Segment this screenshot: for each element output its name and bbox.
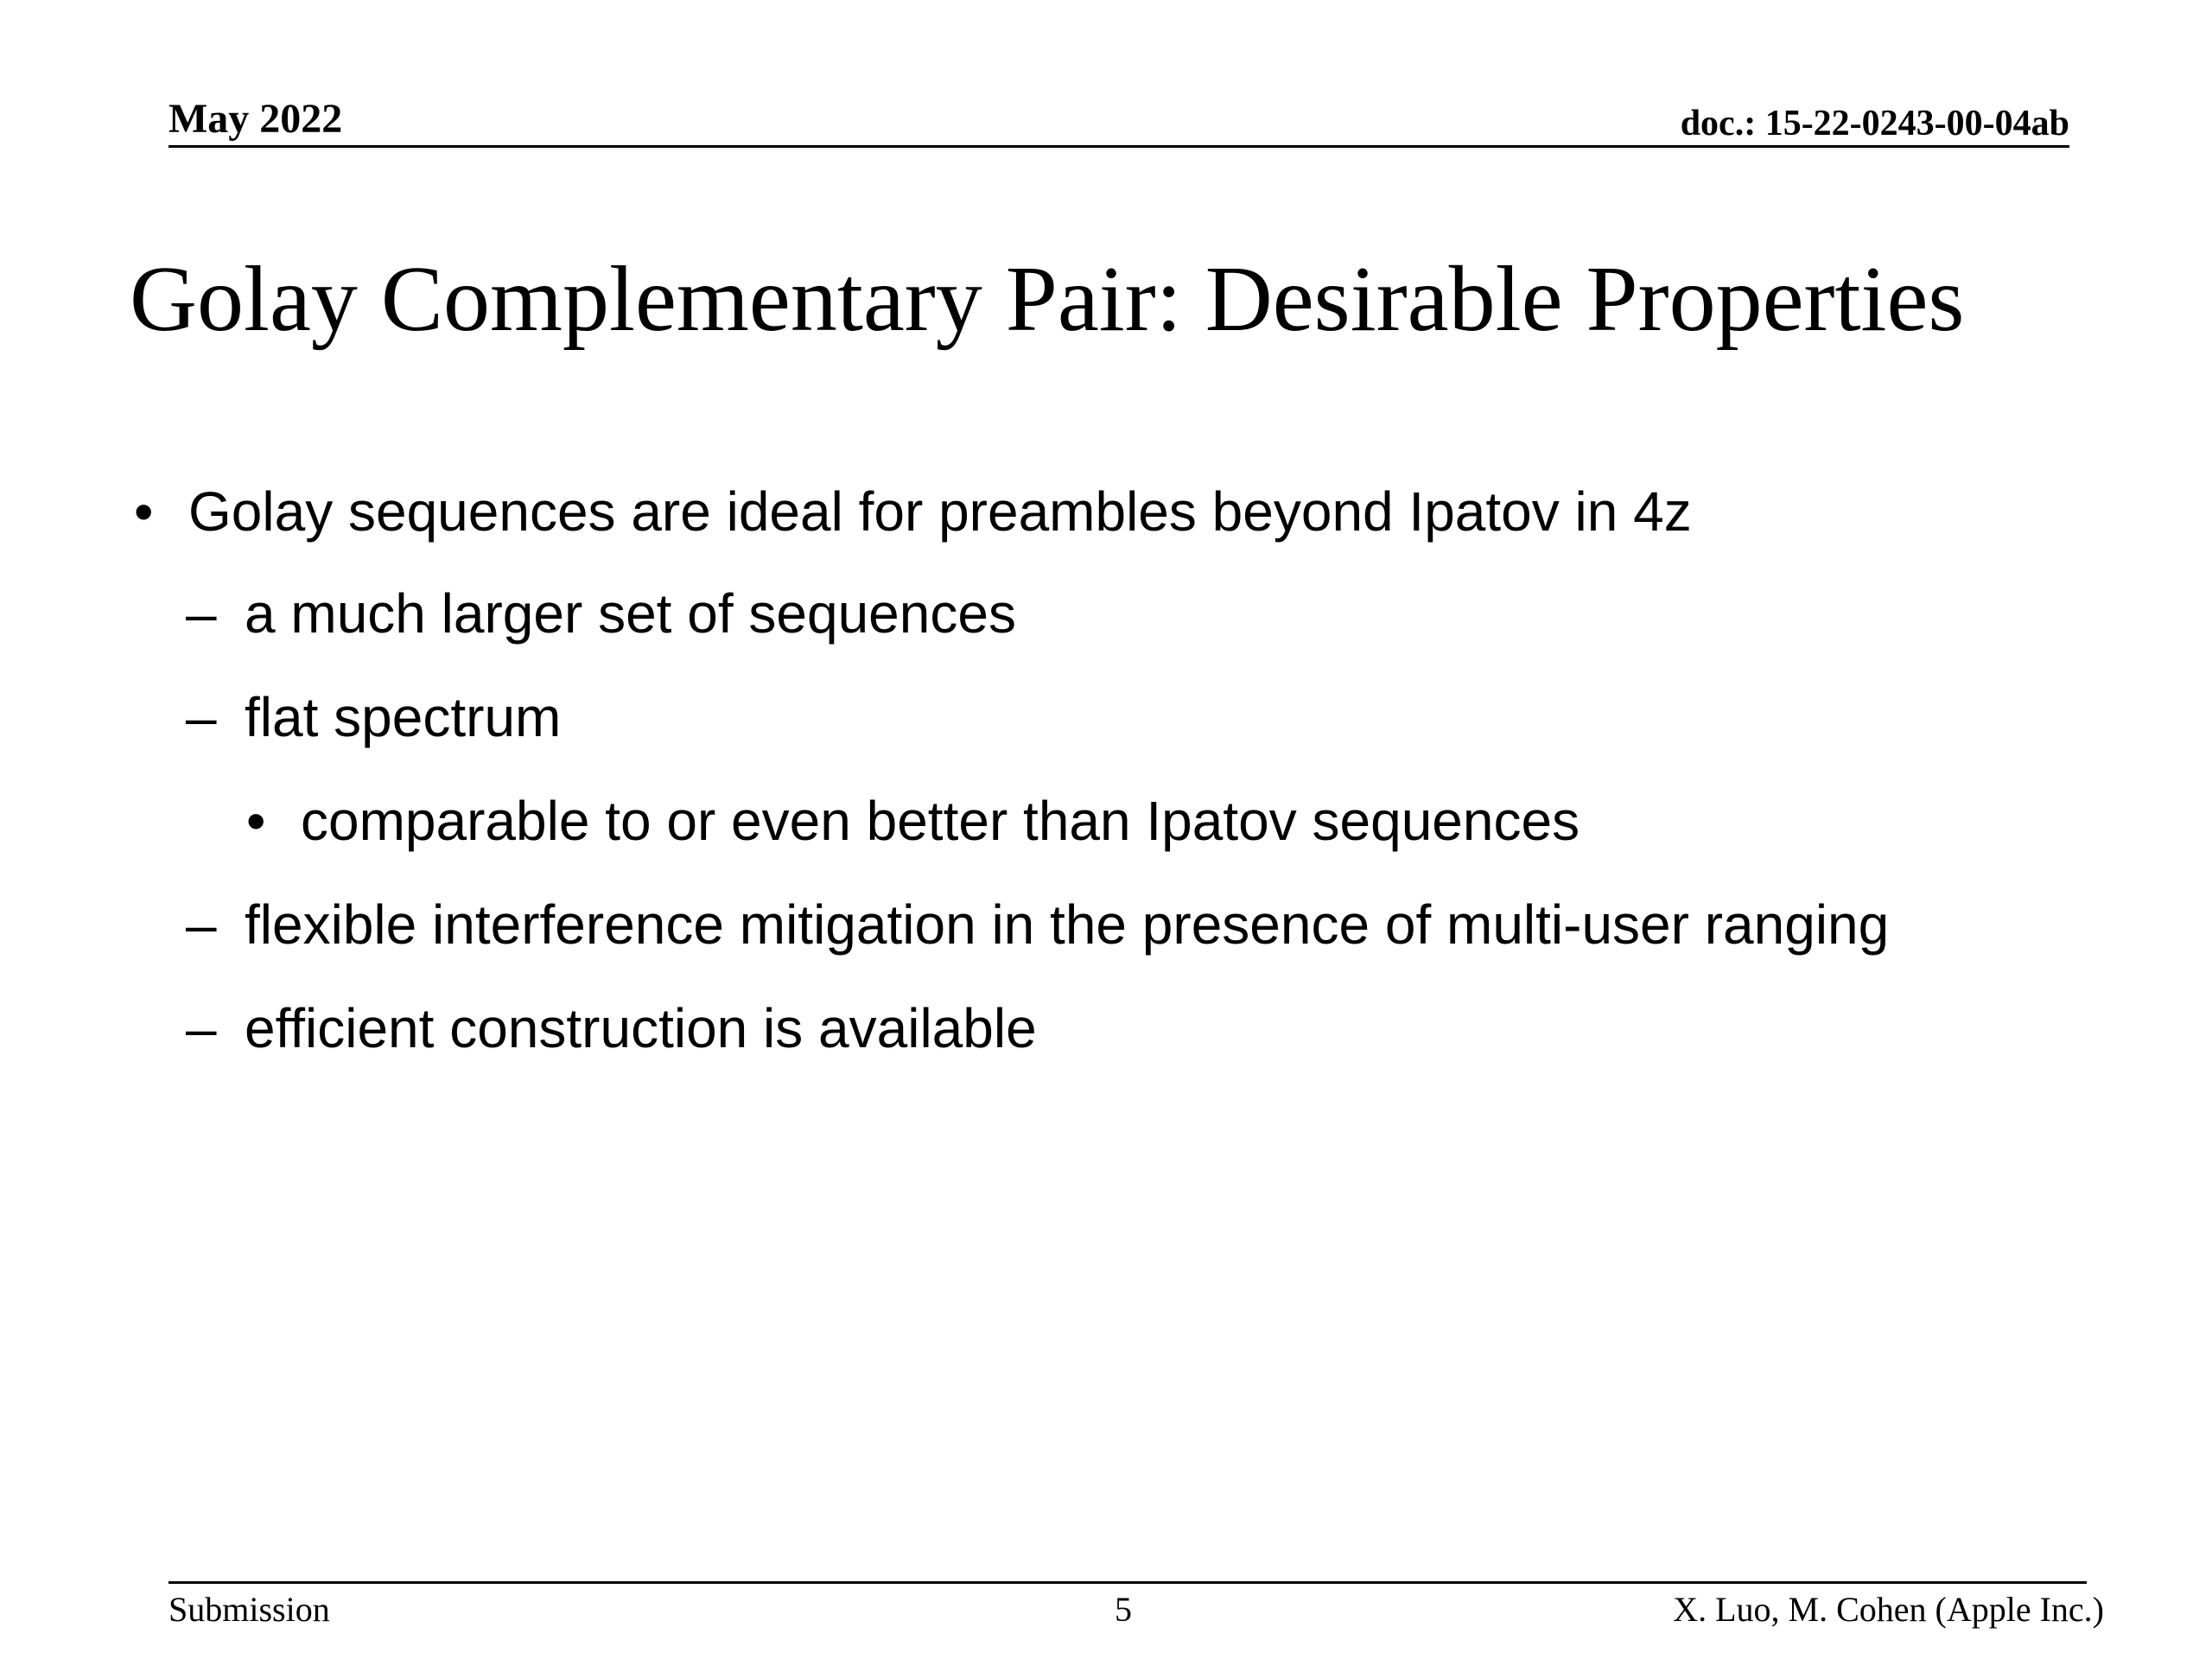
- footer-divider: [168, 1581, 2087, 1584]
- page-number: 5: [1115, 1590, 1132, 1629]
- footer-submission: Submission: [168, 1590, 330, 1629]
- bullet-marker: •: [134, 480, 154, 543]
- sub-bullet-marker: –: [186, 997, 217, 1059]
- sub-bullet-item: flat spectrum: [245, 686, 562, 748]
- sub-bullet-marker: –: [186, 893, 217, 956]
- bullet-item: Golay sequences are ideal for preambles beyond Ipatov in 4z: [188, 480, 1692, 543]
- sub-bullet-item: efficient construction is available: [245, 997, 1037, 1059]
- header-date: May 2022: [168, 96, 343, 142]
- header-divider: [168, 145, 2069, 148]
- sub-sub-bullet-item: comparable to or even better than Ipatov sequences: [301, 790, 1580, 852]
- sub-bullet-marker: –: [186, 582, 217, 645]
- sub-bullet-item: a much larger set of sequences: [245, 582, 1016, 645]
- footer-authors: X. Luo, M. Cohen (Apple Inc.): [1673, 1590, 2104, 1629]
- header-doc-id: doc.: 15-22-0243-00-04ab: [1680, 104, 2069, 143]
- slide-title: Golay Complementary Pair: Desirable Properties: [130, 248, 1965, 351]
- sub-sub-bullet-marker: •: [246, 790, 266, 852]
- sub-bullet-marker: –: [186, 686, 217, 748]
- sub-bullet-item: flexible interference mitigation in the presence of multi-user ranging: [245, 893, 1890, 956]
